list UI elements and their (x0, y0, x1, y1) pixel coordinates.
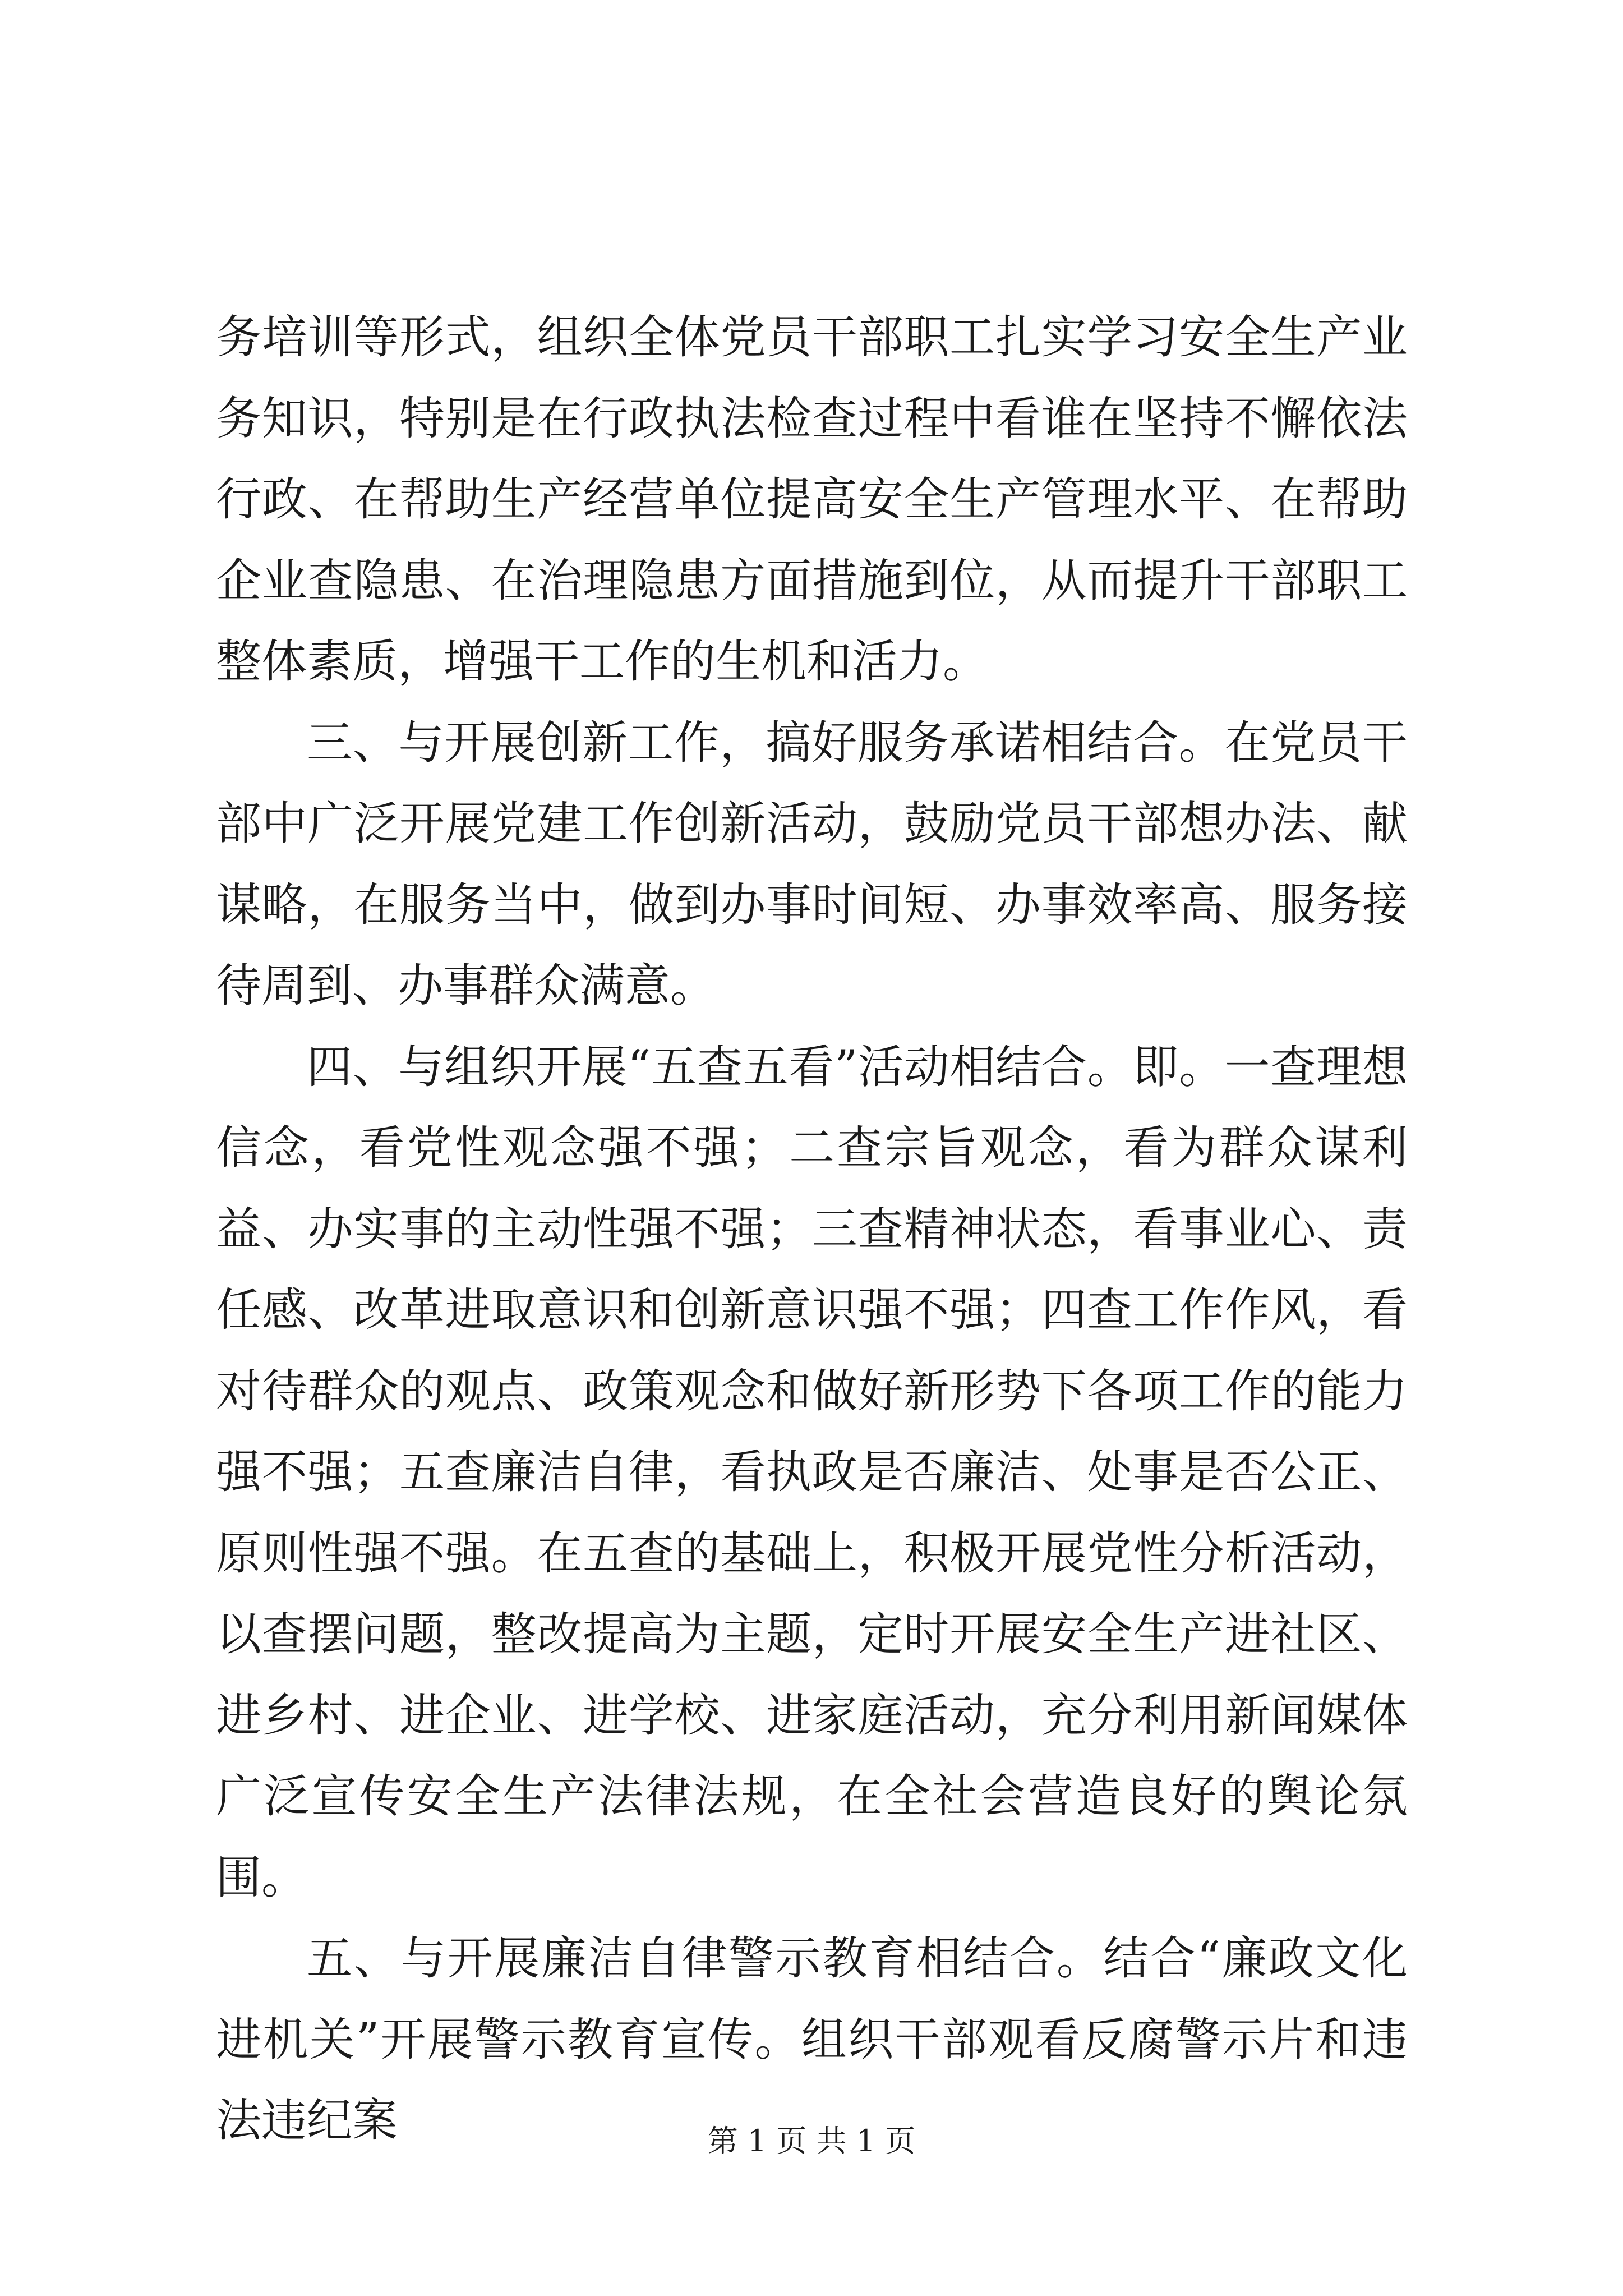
paragraph-continuation: 务培训等形式，组织全体党员干部职工扎实学习安全生产业务知识，特别是在行政执法检查过程中看谁在坚持不懈依法行政、在帮助生产经营单位提高安全生产管理水平、在帮助企业查隐患、在治理隐患方面措施到位，从而提升干部职工整体素质，增强干工作的生机和活力。 (216, 311, 1408, 688)
page-number-footer: 第 1 页 共 1 页 (707, 2123, 916, 2159)
body-text (216, 297, 1408, 2162)
paragraph-section-3: 三、与开展创新工作，搞好服务承诺相结合。在党员干部中广泛开展党建工作创新活动，鼓励党员干部想办法、献谋略，在服务当中，做到办事时间短、办事效率高、服务接待周到、办事群众满意。 (216, 716, 1408, 1013)
paragraph-section-5: 五、与开展廉洁自律警示教育相结合。结合“廉政文化进机关”开展警示教育宣传。组织干部观看反腐警示片和违法违纪案 (216, 1932, 1408, 2147)
paragraph-section-4: 四、与组织开展“五查五看”活动相结合。即。一查理想信念，看党性观念强不强；二查宗旨观念，看为群众谋利益、办实事的主动性强不强；三查精神状态，看事业心、责任感、改革进取意识和创新意识强不强；四查工作作风，看对待群众的观点、政策观念和做好新形势下各项工作的能力强不强；五查廉洁自律，看执政是否廉洁、处事是否公正、原则性强不强。在五查的基础上，积极开展党性分析活动，以查摆问题，整改提高为主题，定时开展安全生产进社区、进乡村、进企业、进学校、进家庭活动，充分利用新闻媒体广泛宣传安全生产法律法规，在全社会营造良好的舆论氛围。 (216, 1041, 1408, 1904)
